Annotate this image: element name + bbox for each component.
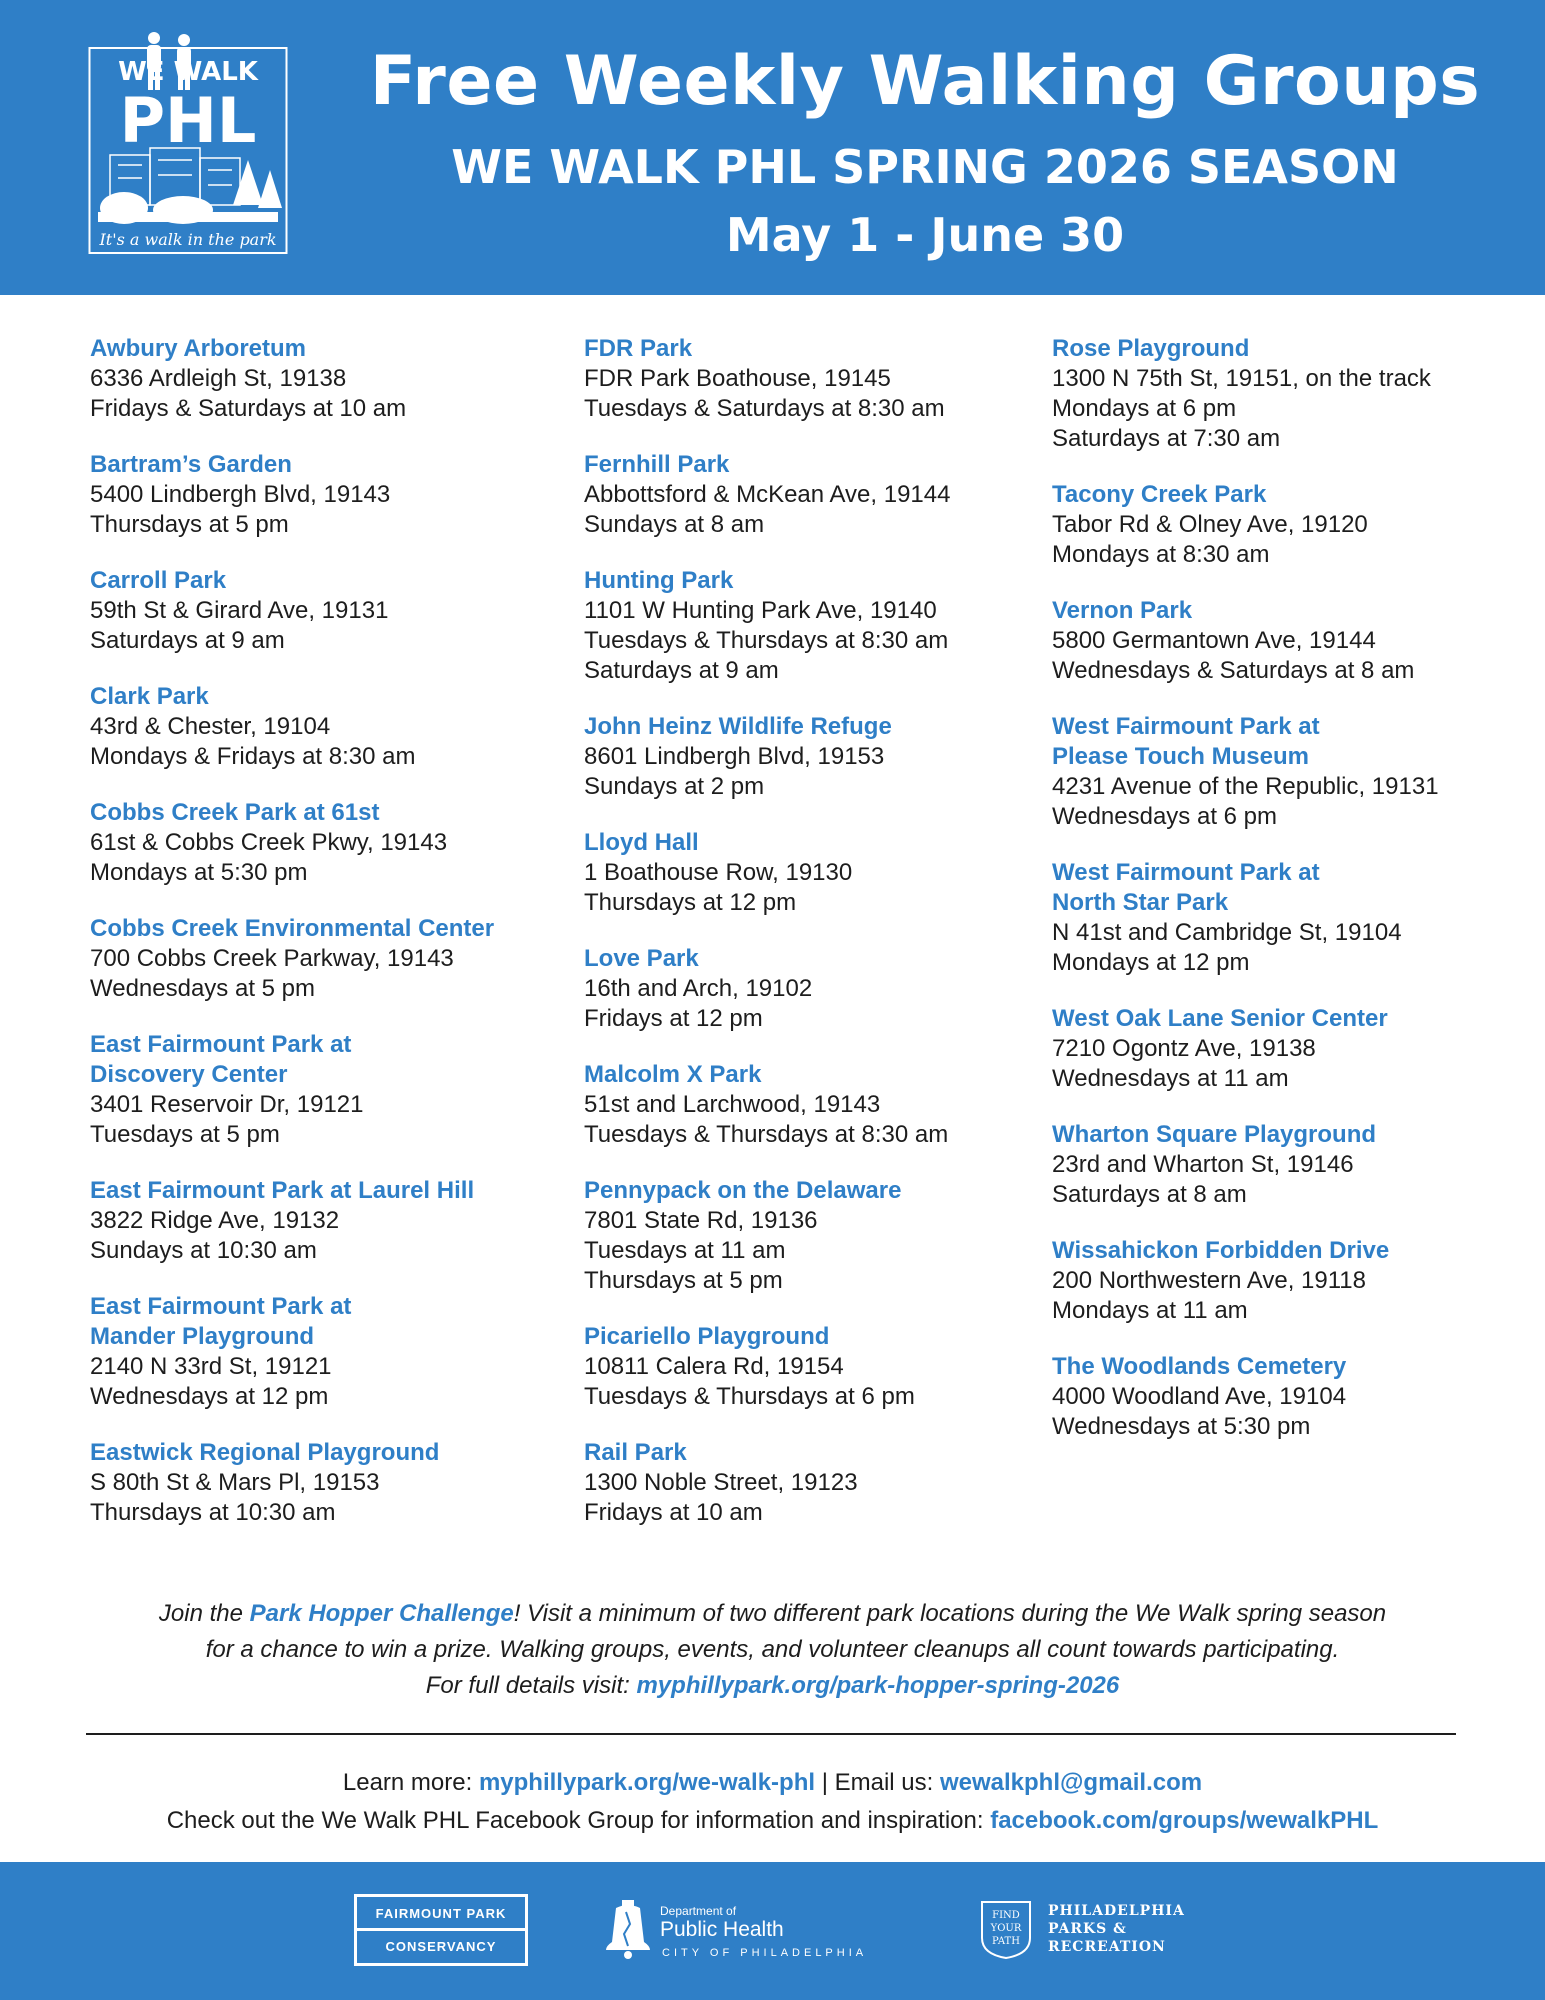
location-address: 16th and Arch, 19102: [584, 975, 813, 1002]
location-entry: [90, 1438, 560, 1528]
location-address: Tabor Rd & Olney Ave, 19120: [1052, 511, 1368, 538]
location-entry: [1052, 1004, 1532, 1094]
location-entry: [90, 1292, 560, 1412]
location-name: Fernhill Park: [584, 451, 730, 478]
location-address: S 80th St & Mars Pl, 19153: [90, 1469, 380, 1496]
location-schedule: Mondays at 6 pm: [1052, 395, 1237, 422]
location-name: FDR Park: [584, 335, 693, 362]
location-address: 3822 Ridge Ave, 19132: [90, 1207, 340, 1234]
location-address: 1 Boathouse Row, 19130: [584, 859, 853, 886]
location-schedule: Fridays & Saturdays at 10 am: [90, 395, 407, 422]
location-schedule: Mondays at 8:30 am: [1052, 541, 1270, 568]
svg-text:PHL: PHL: [119, 84, 257, 157]
svg-text:WE WALK: WE WALK: [118, 57, 258, 87]
location-name: Eastwick Regional Playground: [90, 1439, 440, 1466]
location-entry: [1052, 712, 1532, 832]
location-address: 6336 Ardleigh St, 19138: [90, 365, 347, 392]
location-schedule: Fridays at 10 am: [584, 1499, 763, 1526]
location-address: 200 Northwestern Ave, 19118: [1052, 1267, 1366, 1294]
location-name: Rose Playground: [1052, 335, 1250, 362]
location-address: 43rd & Chester, 19104: [90, 713, 331, 740]
location-name: John Heinz Wildlife Refuge: [584, 713, 892, 740]
promo-text: ! Visit a minimum of two different park locations during the We Walk spring season: [513, 1600, 1387, 1627]
svg-text:It's a walk in the park: It's a walk in the park: [99, 230, 277, 249]
location-entry: [90, 566, 560, 656]
location-schedule: Saturdays at 9 am: [584, 657, 779, 684]
location-address: 61st & Cobbs Creek Pkwy, 19143: [90, 829, 448, 856]
location-entry: [584, 944, 1024, 1034]
page-title: Free Weekly Walking Groups: [369, 42, 1481, 121]
location-name: West Oak Lane Senior Center: [1052, 1005, 1388, 1032]
location-name: Picariello Playground: [584, 1323, 830, 1350]
location-schedule: Saturdays at 8 am: [1052, 1181, 1247, 1208]
location-schedule: Wednesdays & Saturdays at 8 am: [1052, 657, 1415, 684]
fairmount-park-conservancy-logo: [354, 1894, 528, 1966]
location-entry: [90, 1030, 560, 1150]
location-address: 1300 Noble Street, 19123: [584, 1469, 858, 1496]
location-name: Tacony Creek Park: [1052, 481, 1267, 508]
dph-text: Department of: [660, 1904, 737, 1918]
location-name: Discovery Center: [90, 1061, 288, 1088]
location-address: 4000 Woodland Ave, 19104: [1052, 1383, 1347, 1410]
location-schedule: Sundays at 8 am: [584, 511, 765, 538]
location-address: 10811 Calera Rd, 19154: [584, 1353, 844, 1380]
locations-column-2: [584, 334, 1024, 1554]
location-schedule: Thursdays at 10:30 am: [90, 1499, 336, 1526]
location-schedule: Wednesdays at 11 am: [1052, 1065, 1289, 1092]
location-address: 8601 Lindbergh Blvd, 19153: [584, 743, 885, 770]
location-schedule: Thursdays at 5 pm: [90, 511, 289, 538]
promo-text: Join the: [158, 1600, 250, 1627]
location-address: 5400 Lindbergh Blvd, 19143: [90, 481, 391, 508]
location-entry: [1052, 334, 1532, 454]
location-name: Wharton Square Playground: [1052, 1121, 1377, 1148]
location-name: Cobbs Creek Park at 61st: [90, 799, 380, 826]
location-schedule: Mondays at 12 pm: [1052, 949, 1250, 976]
location-entry: [1052, 596, 1532, 686]
locations-column-3: [1052, 334, 1532, 1468]
location-address: 23rd and Wharton St, 19146: [1052, 1151, 1354, 1178]
location-address: 2140 N 33rd St, 19121: [90, 1353, 332, 1380]
park-hopper-details-link[interactable]: myphillypark.org/park-hopper-spring-2026: [636, 1672, 1120, 1699]
facebook-group-link[interactable]: facebook.com/groups/wewalkPHL: [990, 1807, 1379, 1834]
location-entry: [584, 334, 1024, 424]
learn-more-label: Learn more:: [342, 1769, 479, 1796]
location-name: Bartram’s Garden: [90, 451, 292, 478]
location-address: 7210 Ogontz Ave, 19138: [1052, 1035, 1316, 1062]
location-schedule: Tuesdays & Thursdays at 6 pm: [584, 1383, 915, 1410]
location-schedule: Mondays & Fridays at 8:30 am: [90, 743, 416, 770]
location-address: Abbottsford & McKean Ave, 19144: [584, 481, 951, 508]
promo-text: For full details visit:: [425, 1672, 637, 1699]
park-hopper-link[interactable]: Park Hopper Challenge: [249, 1600, 514, 1627]
location-schedule: Fridays at 12 pm: [584, 1005, 763, 1032]
location-entry: [584, 712, 1024, 802]
email-link[interactable]: wewalkphl@gmail.com: [939, 1769, 1203, 1796]
location-schedule: Saturdays at 9 am: [90, 627, 285, 654]
location-name: Love Park: [584, 945, 699, 972]
location-entry: [90, 1176, 560, 1266]
location-schedule: Tuesdays at 5 pm: [90, 1121, 280, 1148]
location-schedule: Saturdays at 7:30 am: [1052, 425, 1281, 452]
location-schedule: Wednesdays at 5:30 pm: [1052, 1413, 1311, 1440]
location-name: West Fairmount Park at: [1052, 713, 1320, 740]
location-entry: [90, 914, 560, 1004]
location-name: Carroll Park: [90, 567, 227, 594]
dph-text: CITY OF PHILADELPHIA: [662, 1947, 868, 1959]
divider: [86, 1733, 1456, 1735]
season-subtitle: WE WALK PHL SPRING 2026 SEASON: [451, 140, 1399, 194]
location-entry: [584, 1438, 1024, 1528]
location-name: Clark Park: [90, 683, 209, 710]
location-name: Wissahickon Forbidden Drive: [1052, 1237, 1390, 1264]
svg-text:PATH: PATH: [992, 1936, 1020, 1947]
public-health-logo: [600, 1896, 920, 1966]
location-name: The Woodlands Cemetery: [1052, 1353, 1347, 1380]
location-entry: [584, 1322, 1024, 1412]
locations-column-1: [90, 334, 560, 1554]
location-address: 51st and Larchwood, 19143: [584, 1091, 881, 1118]
location-entry: [584, 828, 1024, 918]
location-schedule: Tuesdays & Thursdays at 8:30 am: [584, 1121, 949, 1148]
we-walk-phl-logo: [88, 30, 288, 260]
we-walk-phl-link[interactable]: myphillypark.org/we-walk-phl: [478, 1769, 816, 1796]
location-address: 3401 Reservoir Dr, 19121: [90, 1091, 364, 1118]
find-your-path-badge-icon: [974, 1896, 1038, 1960]
location-name: Pennypack on the Delaware: [584, 1177, 902, 1204]
location-schedule: Wednesdays at 12 pm: [90, 1383, 329, 1410]
location-schedule: Thursdays at 12 pm: [584, 889, 797, 916]
location-entry: [90, 334, 560, 424]
location-name: Lloyd Hall: [584, 829, 699, 856]
location-address: 59th St & Girard Ave, 19131: [90, 597, 389, 624]
location-entry: [584, 450, 1024, 540]
location-schedule: Tuesdays at 11 am: [584, 1237, 786, 1264]
season-dates: May 1 - June 30: [725, 208, 1125, 262]
location-entry: [1052, 1236, 1532, 1326]
location-entry: [584, 566, 1024, 686]
location-name: West Fairmount Park at: [1052, 859, 1320, 886]
location-schedule: Thursdays at 5 pm: [584, 1267, 783, 1294]
location-address: N 41st and Cambridge St, 19104: [1052, 919, 1402, 946]
location-address: 4231 Avenue of the Republic, 19131: [1052, 773, 1439, 800]
location-entry: [90, 450, 560, 540]
location-name: Cobbs Creek Environmental Center: [90, 915, 495, 942]
location-entry: [1052, 1352, 1532, 1442]
location-name: East Fairmount Park at Laurel Hill: [90, 1177, 475, 1204]
location-address: FDR Park Boathouse, 19145: [584, 365, 891, 392]
location-name: Mander Playground: [90, 1323, 315, 1350]
location-schedule: Tuesdays & Saturdays at 8:30 am: [584, 395, 945, 422]
location-name: Rail Park: [584, 1439, 687, 1466]
location-schedule: Wednesdays at 6 pm: [1052, 803, 1278, 830]
location-schedule: Mondays at 11 am: [1052, 1297, 1248, 1324]
location-name: Malcolm X Park: [584, 1061, 762, 1088]
location-schedule: Mondays at 5:30 pm: [90, 859, 308, 886]
svg-text:YOUR: YOUR: [990, 1923, 1022, 1934]
location-entry: [584, 1176, 1024, 1296]
location-address: 7801 State Rd, 19136: [584, 1207, 818, 1234]
location-name: Vernon Park: [1052, 597, 1193, 624]
location-address: 1101 W Hunting Park Ave, 19140: [584, 597, 937, 624]
fpc-logo-text: FAIRMOUNT PARK: [357, 1897, 525, 1931]
location-address: 1300 N 75th St, 19151, on the track: [1052, 365, 1431, 392]
location-entry: [1052, 858, 1532, 978]
location-name: East Fairmount Park at: [90, 1293, 352, 1320]
promo-text: for a chance to win a prize. Walking groups, events, and volunteer cleanups all count towards participating.: [205, 1636, 1340, 1663]
location-entry: [90, 682, 560, 772]
location-entry: [1052, 480, 1532, 570]
location-schedule: Sundays at 10:30 am: [90, 1237, 317, 1264]
location-schedule: Tuesdays & Thursdays at 8:30 am: [584, 627, 949, 654]
liberty-bell-icon: [600, 1898, 656, 1962]
email-label: | Email us:: [815, 1769, 940, 1796]
facebook-label: Check out the We Walk PHL Facebook Group for information and inspiration:: [166, 1807, 991, 1834]
location-schedule: Sundays at 2 pm: [584, 773, 765, 800]
location-entry: [90, 798, 560, 888]
location-schedule: Wednesdays at 5 pm: [90, 975, 316, 1002]
location-entry: [1052, 1120, 1532, 1210]
fpc-logo-text: CONSERVANCY: [385, 1939, 497, 1954]
location-address: 700 Cobbs Creek Parkway, 19143: [90, 945, 454, 972]
location-name: Awbury Arboretum: [90, 335, 307, 362]
location-name: Hunting Park: [584, 567, 734, 594]
dph-text: Public Health: [660, 1918, 784, 1941]
location-address: 5800 Germantown Ave, 19144: [1052, 627, 1376, 654]
parks-and-recreation-logo: [974, 1894, 1234, 1966]
contact-info: [60, 1764, 1485, 1840]
park-hopper-promo: [60, 1596, 1485, 1704]
ppr-text: PHILADELPHIA PARKS & RECREATION: [1048, 1903, 1185, 1955]
svg-text:FIND: FIND: [992, 1910, 1020, 1921]
location-name: Please Touch Museum: [1052, 743, 1309, 770]
location-name: East Fairmount Park at: [90, 1031, 352, 1058]
location-entry: [584, 1060, 1024, 1150]
location-name: North Star Park: [1052, 889, 1229, 916]
